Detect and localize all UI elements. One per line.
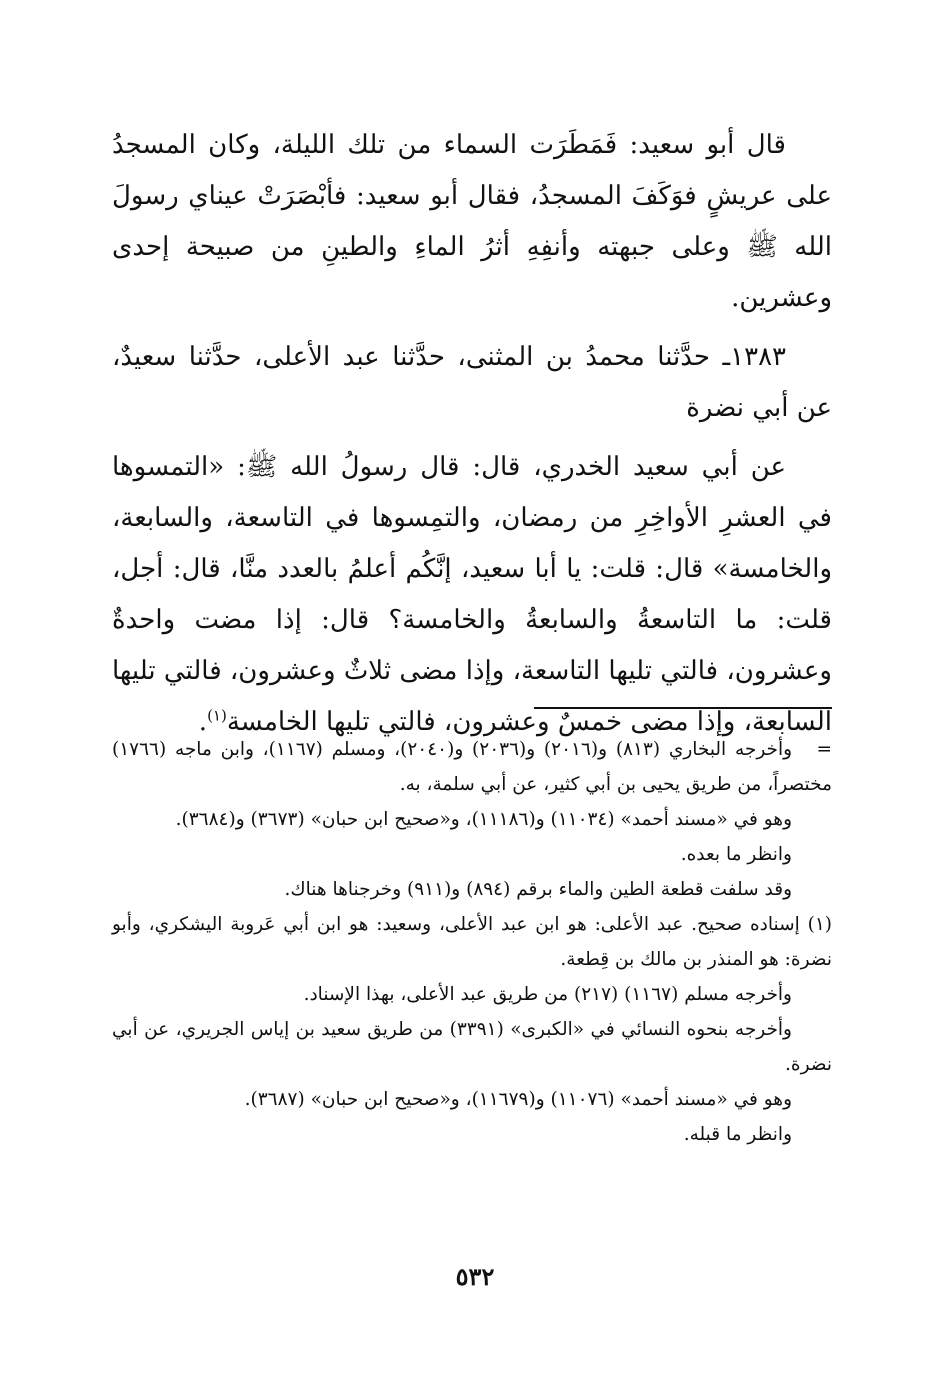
footnote-1-line-5: وانظر ما قبله. <box>683 1124 792 1145</box>
footnote-1-line-3: وأخرجه بنحوه النسائي في «الكبرى» (٣٣٩١) من طريق سعيد بن إياس الجريري، عن أبي نضرة. <box>112 1019 832 1075</box>
footnote-1: (١) إسناده صحيح. عبد الأعلى: هو ابن عبد الأعلى، وسعيد: هو ابن أبي عَروبة اليشكري، وأبو نضرة: هو المنذر بن مالك بن قِطعة. <box>112 914 832 970</box>
paragraph-narration: قال أبو سعيد: فَمَطَرَت السماء من تلك الليلة، وكان المسجدُ على عريشٍ فوَكَفَ المسجدُ، فقال أبو سعيد: فأبْصَرَتْ عيناي رسولَ الله ﷺ وعلى جبهته وأنفِهِ أثرُ الماءِ والطينِ من صبيحة إحدى وعشرين. <box>112 130 832 313</box>
footnote-separator <box>534 707 832 709</box>
sentence-end: . <box>198 707 208 737</box>
footnote-continued-1 <box>112 732 832 802</box>
footnote-1-line-4: وهو في «مسند أحمد» (١١٠٧٦) و(١١٦٧٩)، و«صحيح ابن حبان» (٣٦٨٧). <box>244 1089 792 1110</box>
footnotes <box>112 732 832 1152</box>
main-text <box>112 120 832 756</box>
hadith-1383-matn <box>112 442 832 748</box>
footnote-continued-2: وهو في «مسند أحمد» (١١٠٣٤) و(١١١٨٦)، و«صحيح ابن حبان» (٣٦٧٣) و(٣٦٨٤). <box>175 809 792 830</box>
continuation-mark: = <box>816 739 833 760</box>
footnote-continued-3: وانظر ما بعده. <box>680 844 792 865</box>
footnote-1-line-2: وأخرجه مسلم (١١٦٧) (٢١٧) من طريق عبد الأعلى، بهذا الإسناد. <box>303 984 792 1005</box>
footnote-continued-4: وقد سلفت قطعة الطين والماء برقم (٨٩٤) و(٩١١) وخرجناها هناك. <box>284 879 792 900</box>
footnote-ref-1: (١) <box>207 706 227 725</box>
footnote-continued-1-text: وأخرجه البخاري (٨١٣) و(٢٠١٦) و(٢٠٣٦) و(٢٠٤٠)، ومسلم (١١٦٧)، وابن ماجه (١٧٦٦) مختصراً، من طريق يحيى بن أبي كثير، عن أبي سلمة، به. <box>112 739 832 795</box>
hadith-1383-text: عن أبي سعيد الخدري، قال: قال رسولُ الله ﷺ: «التمسوها في العشرِ الأواخِرِ من رمضان، والتمِسوها في التاسعة، والسابعة، والخامسة» قال: قلت: يا أبا سعيد، إنَّكُم أعلمُ بالعدد منَّا، قال: أجل، قلت: ما التاسعةُ والسابعةُ والخامسة؟ قال: إذا مضت واحدةٌ وعشرون، فالتي تليها التاسعة، وإذا مضى ثلاثٌ وعشرون، فالتي تليها السابعة، وإذا مضى خمسٌ وعشرون، فالتي تليها الخامسة <box>112 452 832 737</box>
hadith-1383-isnad: ١٣٨٣ـ حدَّثنا محمدُ بن المثنى، حدَّثنا عبد الأعلى، حدَّثنا سعيدٌ، عن أبي نضرة <box>112 342 832 423</box>
page-number: ٥٣٢ <box>455 1262 495 1291</box>
